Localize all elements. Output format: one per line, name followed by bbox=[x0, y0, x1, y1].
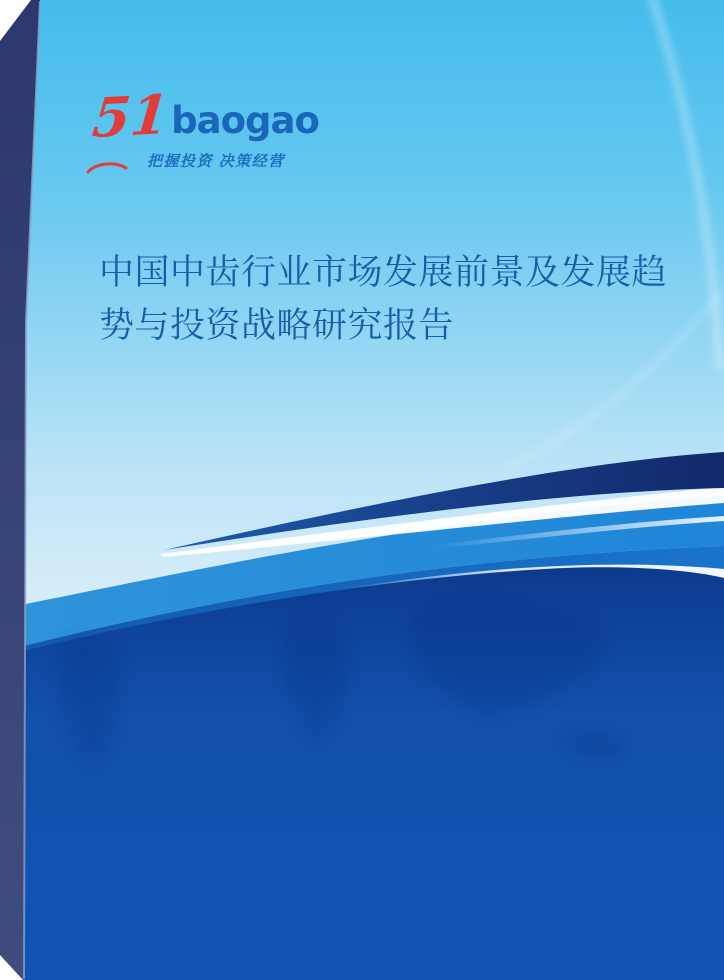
page-title: 中国中齿行业市场发展前景及发展趋势与投资战略研究报告 bbox=[99, 253, 668, 345]
brand-logo-row bbox=[90, 82, 319, 150]
logo-tagline: 把握投资 决策经营 bbox=[147, 152, 285, 170]
brand-logo bbox=[90, 82, 319, 171]
logo-wordmark: baogao bbox=[171, 98, 319, 142]
logo-51-mark: 51 bbox=[90, 82, 172, 150]
logo-swash-icon bbox=[85, 159, 129, 175]
